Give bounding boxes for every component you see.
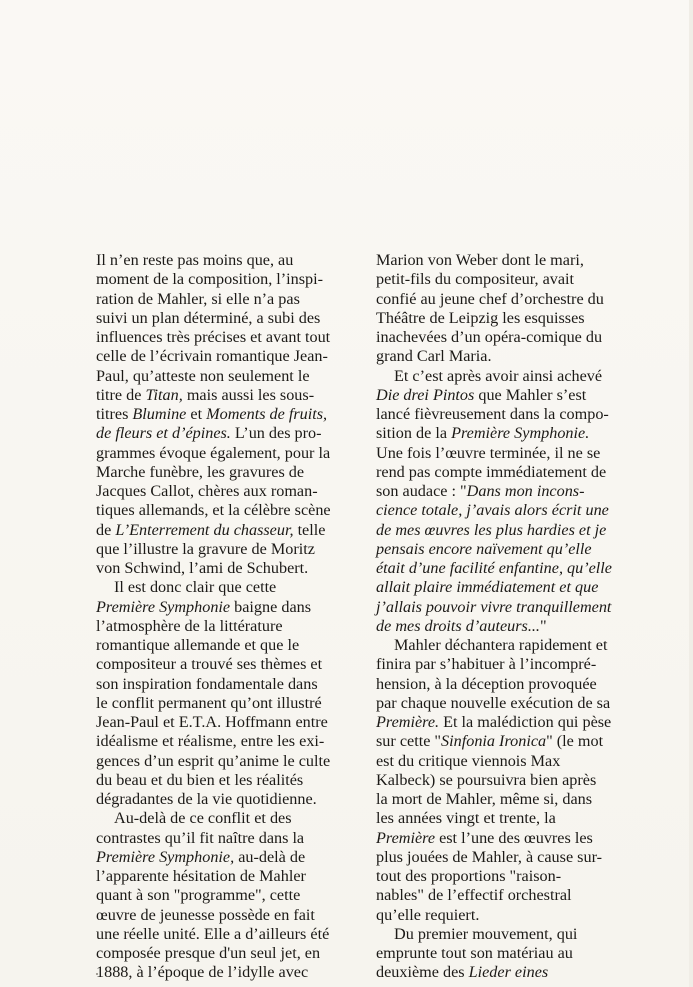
text-line: cience totale, j’avais alors écrit une: [376, 501, 609, 520]
text-line: de mes œuvres les plus hardies et je: [376, 520, 607, 539]
text-line: j’allais pouvoir vivre tranquillement: [376, 597, 612, 616]
text-line: titre de Titan, mais aussi les sous-: [96, 385, 315, 404]
text-line: grand Carl Maria.: [376, 347, 492, 366]
text-line: petit-fils du compositeur, avait: [376, 270, 575, 289]
text-line: Il n’en reste pas moins que, au: [96, 251, 294, 269]
text-line: emprunte tout son matériau au: [376, 944, 573, 962]
text-line: Au-delà de ce conflit et des: [114, 809, 292, 828]
text-line: composée presque d'un seul jet, en: [96, 944, 321, 962]
text-line: Il est donc clair que cette: [114, 578, 277, 597]
text-line: tiques allemands, et la célèbre scène: [96, 501, 331, 520]
text-line: compositeur a trouvé ses thèmes et: [96, 655, 323, 674]
text-line: gences d’un esprit qu’anime le culte: [96, 751, 331, 770]
text-line: moment de la composition, l’inspi-: [96, 270, 324, 289]
text-line: grammes évoque également, pour la: [96, 443, 331, 462]
text-line: plus jouées de Mahler, à cause sur-: [376, 847, 603, 866]
text-line: von Schwind, l’ami de Schubert.: [96, 559, 309, 577]
text-line: son inspiration fondamentale dans: [96, 674, 318, 693]
text-line: influences très précises et avant tout: [96, 328, 331, 346]
text-line: son audace : "Dans mon incons-: [376, 482, 585, 500]
text-line: ration de Mahler, si elle n’a pas: [96, 289, 300, 308]
right-text-column: [376, 251, 638, 983]
text-line: allait plaire immédiatement et que: [376, 578, 599, 597]
text-line: de L’Enterrement du chasseur, telle: [96, 520, 326, 539]
text-line: Marche funèbre, les gravures de: [96, 462, 305, 481]
left-text-column: [96, 251, 358, 983]
text-line: Première. Et la malédiction qui pèse: [376, 713, 612, 731]
text-line: de fleurs et d’épines. L’un des pro-: [96, 424, 322, 443]
text-line: Et c’est après avoir ainsi achevé: [394, 366, 603, 385]
text-line: l’atmosphère de la littérature: [96, 616, 283, 635]
text-line: Paul, qu’atteste non seulement le: [96, 366, 310, 385]
text-line: romantique allemande et que le: [96, 636, 300, 654]
text-line: Kalbeck) se poursuivra bien après: [376, 770, 597, 789]
text-line: 1888, à l’époque de l’idylle avec: [96, 963, 309, 982]
text-line: lancé fièvreusement dans la compo-: [376, 405, 609, 423]
text-line: du beau et du bien et les réalités: [96, 770, 304, 789]
text-line: la mort de Mahler, même si, dans: [376, 790, 593, 808]
text-line: deuxième des Lieder eines: [376, 963, 549, 982]
text-line: une réelle unité. Elle a d’ailleurs été: [96, 924, 330, 943]
text-line: œuvre de jeunesse possède en fait: [96, 905, 315, 924]
text-line: inachevées d’un opéra-comique du: [376, 328, 603, 346]
text-line: Jean-Paul et E.T.A. Hoffmann entre: [96, 713, 328, 731]
text-line: Mahler déchantera rapidement et: [394, 636, 608, 654]
text-line: sition de la Première Symphonie.: [376, 424, 590, 443]
text-line: Théâtre de Leipzig les esquisses: [376, 308, 585, 327]
text-line: dégradantes de la vie quotidienne.: [96, 790, 317, 808]
text-line: nables" de l’effectif orchestral: [376, 886, 572, 905]
text-line: titres Blumine et Moments de fruits,: [96, 405, 328, 423]
text-line: l’apparente hésitation de Mahler: [96, 867, 306, 885]
text-line: finira par s’habituer à l’incompré-: [376, 655, 597, 674]
text-line: celle de l’écrivain romantique Jean-: [96, 347, 328, 366]
text-line: tout des proportions "raison-: [376, 867, 562, 885]
text-line: que l’illustre la gravure de Moritz: [96, 539, 315, 558]
text-line: rend pas compte immédiatement de: [376, 462, 607, 481]
text-line: suivi un plan déterminé, a subi des: [96, 308, 321, 327]
text-line: quant à son "programme", cette: [96, 886, 301, 905]
text-line: par chaque nouvelle exécution de sa: [376, 693, 611, 712]
text-line: Jacques Callot, chères aux roman-: [96, 482, 318, 500]
page-edge-shadow: [689, 0, 693, 987]
text-line: pensais encore naïvement qu’elle: [376, 539, 592, 558]
text-line: les années vingt et trente, la: [376, 809, 556, 828]
text-line: était d’une facilité enfantine, qu’elle: [376, 559, 612, 577]
text-line: confié au jeune chef d’orchestre du: [376, 289, 604, 308]
text-line: hension, à la déception provoquée: [376, 674, 597, 693]
text-line: Du premier mouvement, qui: [394, 924, 578, 943]
text-line: idéalisme et réalisme, entre les exi-: [96, 732, 325, 751]
text-line: Die drei Pintos que Mahler s’est: [376, 385, 587, 404]
text-line: Une fois l’œuvre terminée, il ne se: [376, 443, 601, 462]
text-line: Première est l’une des œuvres les: [376, 828, 593, 847]
text-line: qu’elle requiert.: [376, 905, 480, 924]
text-line: Première Symphonie baigne dans: [96, 597, 312, 616]
text-line: de mes droits d’auteurs...": [376, 616, 547, 635]
text-line: le conflit permanent qu’ont illustré: [96, 693, 322, 712]
text-line: contrastes qu’il fit naître dans la: [96, 828, 305, 847]
text-line: est du critique viennois Max: [376, 751, 561, 770]
text-line: Marion von Weber dont le mari,: [376, 251, 584, 269]
text-line: sur cette "Sinfonia Ironica" (le mot: [376, 732, 604, 751]
text-line: Première Symphonie, au-delà de: [96, 847, 306, 866]
